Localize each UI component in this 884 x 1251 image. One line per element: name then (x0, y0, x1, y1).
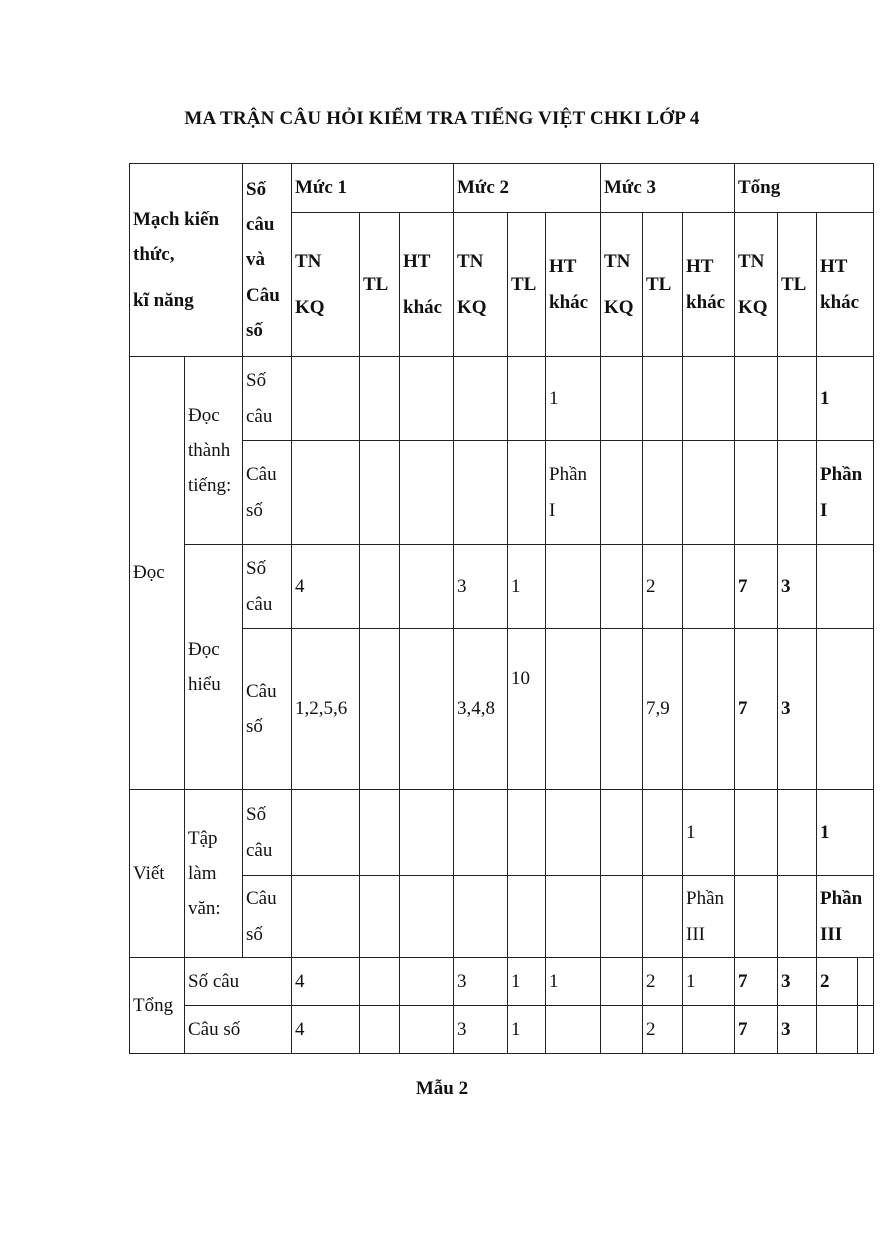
cell (546, 876, 601, 958)
header-mach-kien-thuc (130, 164, 243, 357)
cell (683, 545, 735, 629)
cell-tong-ht (817, 441, 874, 545)
t: số (246, 499, 263, 521)
header-tong-tnkq (735, 213, 778, 357)
t: III (820, 923, 843, 945)
cell (454, 357, 508, 441)
header-tong-tl: TL (778, 213, 817, 357)
t: câu (246, 593, 273, 615)
t: KQ (604, 296, 634, 318)
t: Phần (820, 464, 863, 486)
cell-m1-tn: 4 (292, 958, 360, 1006)
header-m1-ht (400, 213, 454, 357)
t: III (686, 923, 705, 945)
cell-m1-tn: 4 (292, 545, 360, 629)
t: TN (457, 251, 484, 273)
cell-tong-tl: 3 (778, 629, 817, 790)
cell (735, 441, 778, 545)
label-so-cau (243, 790, 292, 876)
t: Tập (188, 827, 218, 849)
document-footer-mau-2: Mẫu 2 (415, 1078, 469, 1099)
cell (292, 790, 360, 876)
cell (858, 1006, 874, 1054)
cell-tong-tn: 7 (735, 545, 778, 629)
cell-m3-ht: 1 (683, 958, 735, 1006)
cell-tong-ht (817, 876, 874, 958)
cell-tong-ht: 1 (817, 357, 874, 441)
t: 10 (511, 668, 530, 689)
t: khác (549, 291, 589, 313)
cell (400, 1006, 454, 1054)
cell-m2-ht (546, 441, 601, 545)
header-m2-tl: TL (508, 213, 546, 357)
cell (683, 1006, 735, 1054)
header-sc-line-3: và (246, 249, 265, 271)
label-cau-so (243, 876, 292, 958)
t: HT (820, 256, 848, 278)
header-m2-ht (546, 213, 601, 357)
cell (817, 1006, 858, 1054)
cell-m2-ht: 1 (546, 958, 601, 1006)
cell (735, 357, 778, 441)
cell-m2-tl: 1 (508, 1006, 546, 1054)
t: hiểu (188, 674, 221, 695)
cell (643, 876, 683, 958)
cell (360, 545, 400, 629)
cell (360, 629, 400, 790)
cell (292, 357, 360, 441)
t: Phần (686, 888, 724, 910)
cell (858, 958, 874, 1006)
label-cau-so (243, 629, 292, 790)
row-dtt-so-cau (130, 357, 874, 441)
cell-tong-tl: 3 (778, 1006, 817, 1054)
cell (735, 790, 778, 876)
cell (601, 629, 643, 790)
cell (643, 790, 683, 876)
cell-m1-tn: 1,2,5,6 (292, 629, 360, 790)
cell-m2-tn: 3,4,8 (454, 629, 508, 790)
cell-m2-ht: 1 (546, 357, 601, 441)
cell-tong-tn: 7 (735, 958, 778, 1006)
label-doc-hieu (185, 545, 243, 790)
cell (778, 441, 817, 545)
label-viet: Viết (130, 790, 185, 958)
cell-m2-tl: 1 (508, 958, 546, 1006)
cell (817, 545, 874, 629)
cell (643, 357, 683, 441)
t: HT (403, 251, 431, 273)
header-so-cau-va-cau-so (243, 164, 292, 357)
cell-tong-tn: 7 (735, 1006, 778, 1054)
cell (454, 441, 508, 545)
header-mach-line-3: kĩ năng (133, 289, 194, 311)
cell (360, 1006, 400, 1054)
cell (400, 629, 454, 790)
header-muc-1: Mức 1 (292, 164, 454, 213)
cell (601, 790, 643, 876)
t: câu (246, 839, 273, 861)
label-cau-so (243, 441, 292, 545)
cell (508, 357, 546, 441)
cell (546, 545, 601, 629)
t: HT (549, 256, 577, 278)
cell-m3-ht: 1 (683, 790, 735, 876)
header-sc-line-2: câu (246, 214, 275, 236)
row-dh-so-cau (130, 545, 874, 629)
cell (400, 441, 454, 545)
cell (601, 1006, 643, 1054)
cell (601, 441, 643, 545)
header-m1-tl: TL (360, 213, 400, 357)
t: Câu (246, 680, 277, 702)
cell (643, 441, 683, 545)
header-mach-line-2: thức, (133, 244, 175, 266)
cell-m3-tl: 2 (643, 958, 683, 1006)
header-sc-line-1: Số (246, 179, 267, 201)
cell (400, 876, 454, 958)
label-doc-thanh-tieng (185, 357, 243, 545)
t: số (246, 716, 263, 737)
cell (508, 876, 546, 958)
cell (360, 441, 400, 545)
t: KQ (295, 296, 325, 318)
t: Câu (246, 464, 277, 486)
t: HT (686, 256, 714, 278)
t: I (549, 499, 556, 521)
cell-m1-tn: 4 (292, 1006, 360, 1054)
t: câu (246, 405, 273, 427)
label-doc: Đọc (130, 357, 185, 790)
cell (360, 876, 400, 958)
t: Phần (549, 464, 587, 486)
t: TN (604, 251, 631, 273)
cell-m2-tl (508, 629, 546, 790)
label-so-cau-inline: Số câu (185, 958, 292, 1006)
cell (546, 629, 601, 790)
cell (683, 441, 735, 545)
cell (778, 357, 817, 441)
t: khác (403, 296, 443, 318)
cell (508, 441, 546, 545)
header-row-levels (130, 164, 874, 213)
cell (601, 876, 643, 958)
row-tong-so-cau (130, 958, 874, 1006)
label-cau-so-inline: Câu số (185, 1006, 292, 1054)
document-title: MA TRẬN CÂU HỎI KIỂM TRA TIẾNG VIỆT CHKI LỚP 4 (184, 108, 700, 129)
cell (400, 357, 454, 441)
t: TN (738, 251, 765, 273)
cell (400, 790, 454, 876)
t: văn: (188, 898, 221, 920)
cell (400, 545, 454, 629)
header-m3-ht (683, 213, 735, 357)
header-tong: Tổng (735, 164, 874, 213)
header-m3-tl: TL (643, 213, 683, 357)
cell (778, 790, 817, 876)
label-tap-lam-van (185, 790, 243, 958)
t: Câu (246, 888, 277, 910)
cell (601, 357, 643, 441)
cell-tong-tl: 3 (778, 958, 817, 1006)
t: Số (246, 804, 267, 826)
header-tong-ht (817, 213, 874, 357)
header-sc-line-5: số (246, 319, 263, 341)
cell (546, 1006, 601, 1054)
cell (601, 545, 643, 629)
cell (601, 958, 643, 1006)
cell-m2-tn: 3 (454, 1006, 508, 1054)
cell-tong-tl: 3 (778, 545, 817, 629)
label-so-cau (243, 545, 292, 629)
t: tiếng: (188, 475, 232, 497)
header-m2-tnkq (454, 213, 508, 357)
cell (360, 357, 400, 441)
t: Số (246, 370, 267, 392)
cell (360, 790, 400, 876)
cell-m3-tl: 2 (643, 1006, 683, 1054)
header-m3-tnkq (601, 213, 643, 357)
header-m1-tnkq (292, 213, 360, 357)
t: I (820, 499, 828, 521)
t: Số (246, 558, 267, 580)
t: khác (686, 291, 726, 313)
cell (546, 790, 601, 876)
cell-tong-tn: 7 (735, 629, 778, 790)
cell (360, 958, 400, 1006)
row-tlv-so-cau (130, 790, 874, 876)
cell (735, 876, 778, 958)
cell-m2-tn: 3 (454, 545, 508, 629)
cell-m2-tl: 1 (508, 545, 546, 629)
t: khác (820, 291, 860, 313)
t: Đọc (188, 404, 220, 426)
cell-m3-ht (683, 876, 735, 958)
question-matrix-table (129, 163, 874, 1054)
label-tong: Tổng (130, 958, 185, 1054)
t: số (246, 923, 263, 945)
cell (400, 958, 454, 1006)
cell (508, 790, 546, 876)
cell (683, 357, 735, 441)
cell-tong-ht: 1 (817, 790, 874, 876)
t: KQ (457, 296, 487, 318)
cell-m3-tl: 2 (643, 545, 683, 629)
row-tong-cau-so (130, 1006, 874, 1054)
header-muc-2: Mức 2 (454, 164, 601, 213)
cell (292, 876, 360, 958)
t: KQ (738, 296, 768, 318)
cell (817, 629, 874, 790)
header-sc-line-4: Câu (246, 284, 280, 306)
cell (454, 790, 508, 876)
t: Phần (820, 888, 863, 910)
cell-tong-ht: 2 (817, 958, 858, 1006)
t: làm (188, 862, 217, 884)
cell (454, 876, 508, 958)
header-mach-line-1: Mạch kiến (133, 209, 220, 231)
cell-m2-tn: 3 (454, 958, 508, 1006)
cell (683, 629, 735, 790)
cell (778, 876, 817, 958)
header-muc-3: Mức 3 (601, 164, 735, 213)
cell (292, 441, 360, 545)
t: TN (295, 251, 322, 273)
t: Đọc (188, 638, 220, 660)
t: thành (188, 439, 231, 461)
label-so-cau (243, 357, 292, 441)
cell-m3-tl: 7,9 (643, 629, 683, 790)
